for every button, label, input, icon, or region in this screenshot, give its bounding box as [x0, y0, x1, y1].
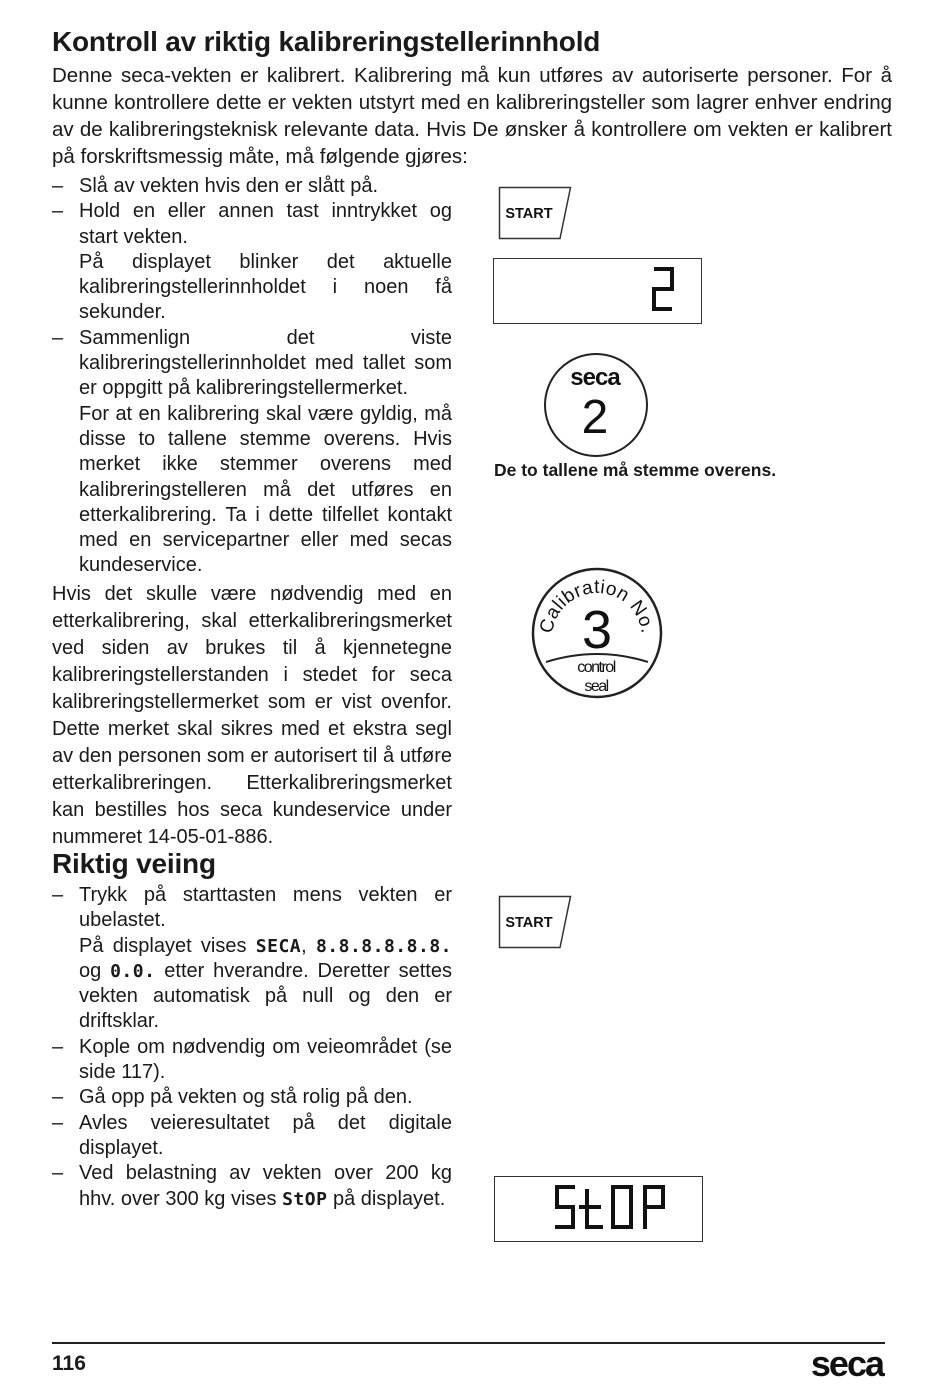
segment-text-zero: 0.0.	[110, 960, 156, 982]
seal-control-text: control	[577, 659, 615, 676]
scale-display	[493, 258, 702, 324]
separator: ,	[301, 934, 307, 957]
display-digit-2	[494, 259, 700, 322]
page-number: 116	[52, 1352, 86, 1375]
section-title-calibration: Kontroll av riktig kalibreringstellerinnhold	[52, 26, 601, 57]
seal-arc-text: Calibration No.	[536, 577, 658, 636]
weighing-steps	[52, 883, 452, 1212]
seal-number: 3	[581, 600, 613, 660]
figure-caption: De to tallene må stemme overens.	[494, 460, 777, 480]
list-item-note: For at en kalibrering skal være gyldig, må disse to tallene stemme overens. Hvis merket ikke stemmer overens med kalibreringstelleren må det utføres en etterkalibrering. Ta i dette tilfellet kontakt med en servicepartner eller med secas kundeservice.	[79, 402, 452, 577]
scale-display-stop	[494, 1176, 703, 1242]
seca-logo	[795, 1340, 885, 1384]
display-text-stop	[495, 1177, 701, 1240]
list-item: – Trykk på starttasten mens vekten er ubelastet.	[52, 883, 452, 934]
list-item	[52, 1161, 452, 1212]
segment-text-seca: SECA	[255, 935, 302, 957]
footer-rule	[52, 1342, 885, 1344]
start-key-icon	[498, 186, 572, 240]
list-item: – Gå opp på vekten og stå rolig på den.	[52, 1085, 452, 1110]
logo-text: seca	[810, 1343, 883, 1384]
list-item: – Avles veieresultatet på det digitale displayet.	[52, 1111, 452, 1162]
start-key-label: START	[505, 915, 553, 931]
item-text: Ved belastning av vekten over 200 kg hhv. over 300 kg vises	[79, 1162, 452, 1210]
item-text: på displayet.	[333, 1187, 446, 1210]
list-item-note: På displayet blinker det aktuelle kalibreringstellerinnholdet i noen få sekunder.	[79, 250, 452, 324]
seca-calibration-seal-icon	[543, 352, 649, 458]
list-item-note	[52, 934, 452, 1035]
seal-seal-text: seal	[584, 678, 608, 695]
calibration-steps	[52, 174, 452, 851]
start-key-icon	[498, 895, 572, 949]
seal-number: 2	[581, 391, 609, 444]
list-item: – Hold en eller annen tast inntrykket og start vekten.	[52, 199, 452, 250]
recalibration-seal-icon	[530, 566, 664, 700]
segment-text-eights: 8.8.8.8.8.8.	[315, 935, 452, 957]
list-item: – Kople om nødvendig om veieområdet (se side 117).	[52, 1035, 452, 1086]
and-text: og	[79, 959, 102, 982]
intro-paragraph: Denne seca-vekten er kalibrert. Kalibrering må kun utføres av autoriserte personer. For å kunne kontrollere dette er vekten utstyrt med en kalibreringsteller som lagrer enhver endring av de kalibreringsteknisk relevante data. Hvis De ønsker å kontrollere om vekten er kalibrert på forskriftsmessig måte, må følgende gjøres:	[52, 64, 892, 168]
list-item: – Slå av vekten hvis den er slått på.	[52, 174, 452, 199]
recalibration-paragraph: Hvis det skulle være nødvendig med en etterkalibrering, skal etterkalibreringsmerket ved siden av brukes til å kjennetegne kalibreringstellerstanden i stedet for seca kalibreringstellermerket som er vist ovenfor. Dette merket skal sikres med et ekstra segl av den personen som er autorisert til å utføre etterkalibreringen. Etterkalibreringsmerket kan bestilles hos seca kundeservice under nummeret 14-05-01-886.	[52, 582, 452, 848]
section-title-weighing: Riktig veiing	[52, 848, 216, 879]
note-text: På displayet vises	[79, 934, 247, 957]
segment-text-stop: StOP	[282, 1188, 328, 1210]
seal-brand: seca	[570, 364, 620, 391]
start-key-label: START	[505, 206, 553, 222]
list-item: – Sammenlign det viste kalibreringstellerinnholdet med tallet som er oppgitt på kalibreringstellermerket.	[52, 326, 452, 402]
note-text: etter hverandre. Deretter settes vekten automatisk på null og den er driftsklar.	[79, 959, 452, 1033]
